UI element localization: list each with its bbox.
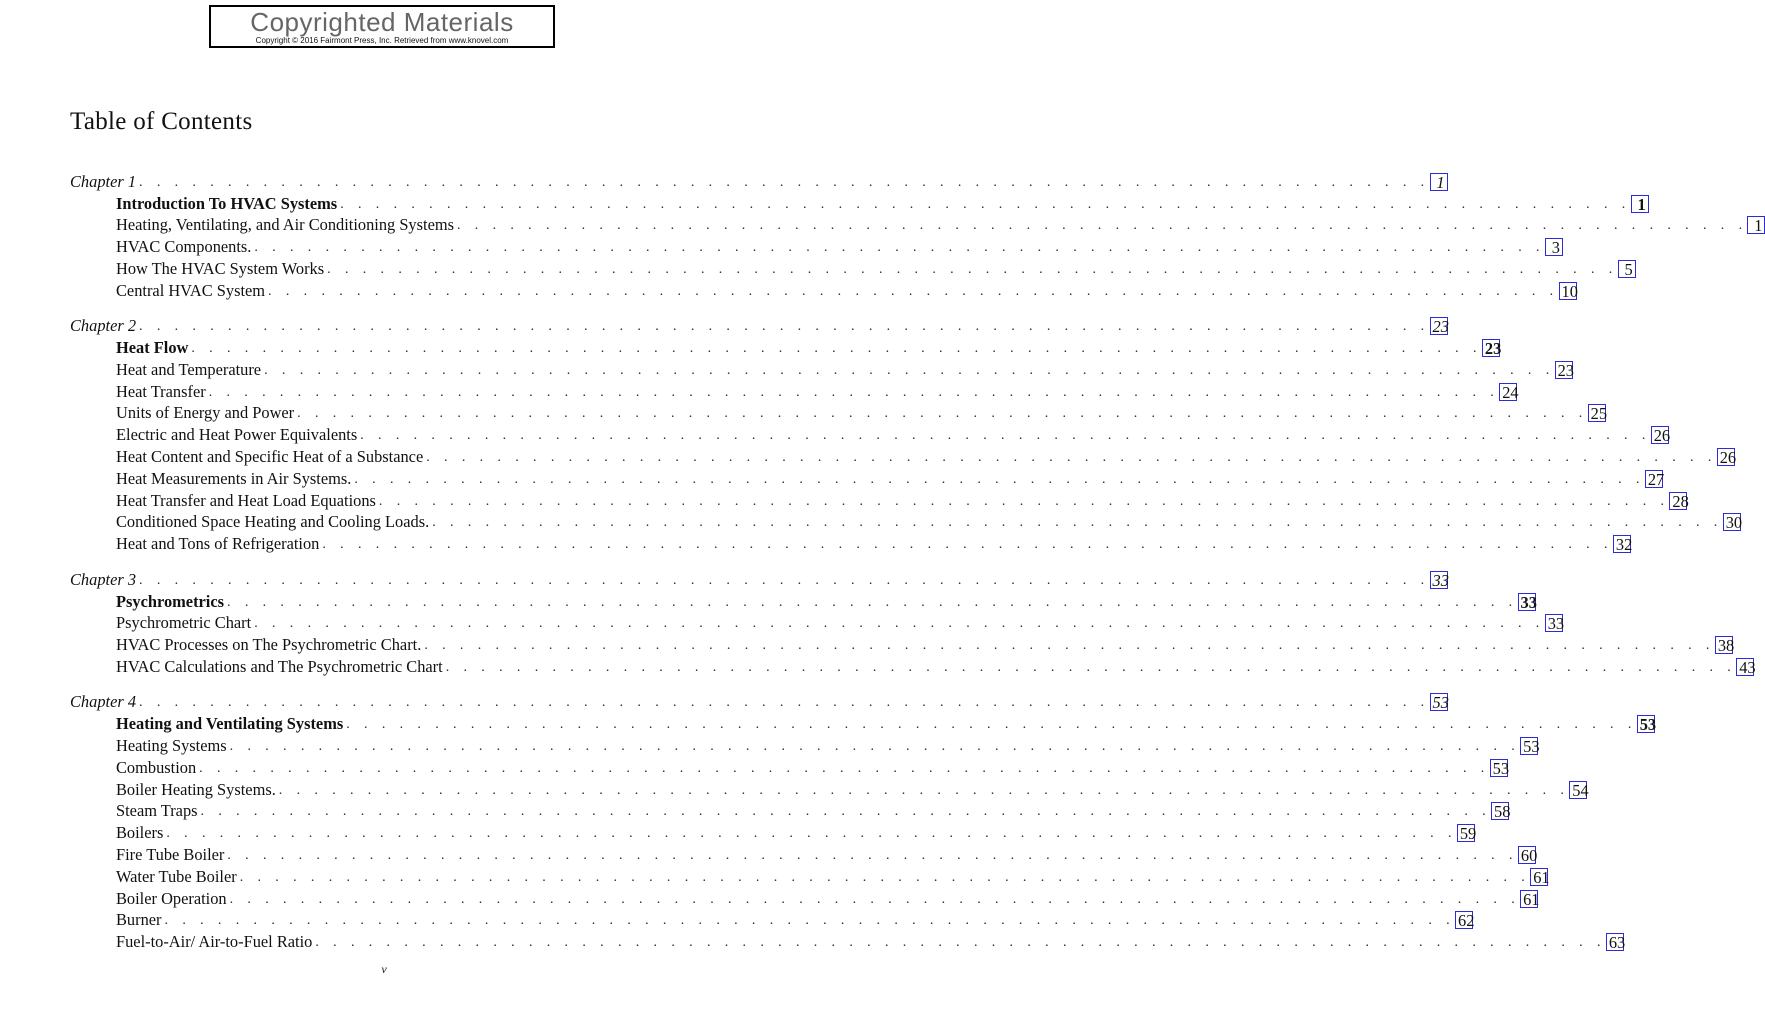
copyright-banner [209,5,555,48]
dot-leader: . . . . . . . . . . . . . . . . . . . . . . . . . . . . . . . . . . . . . . . . . . . . . . . . . . . . . . . . . . . . . . . . . . . . . . . . . [229,891,1521,907]
toc-item[interactable] [70,909,1475,931]
dot-leader: . . . . . . . . . . . . . . . . . . . . . . . . . . . . . . . . . . . . . . . . . . . . . . . . . . . . . . . . . . . . . . . . . . . . . . . . . [354,471,1645,487]
chapter-block [70,568,1756,677]
dot-leader: . . . . . . . . . . . . . . . . . . . . . . . . . . . . . . . . . . . . . . . . . . . . . . . . . . . . . . . . . . . . . . . . . . . . . . . . . [229,738,1521,754]
toc-item-page-link[interactable]: 61 [1520,890,1538,908]
chapter-entry-label: Chapter 3 [70,569,137,589]
toc-item-label: Heat Measurements in Air Systems. [116,468,352,488]
toc-item-page-link[interactable]: 53 [1490,759,1508,777]
toc-item[interactable] [70,800,1511,822]
toc-item[interactable] [70,511,1743,533]
dot-leader: . . . . . . . . . . . . . . . . . . . . . . . . . . . . . . . . . . . . . . . . . . . . . . . . . . . . . . . . . . . . . . . . . . . . . . . . . [139,572,1430,588]
dot-leader: . . . . . . . . . . . . . . . . . . . . . . . . . . . . . . . . . . . . . . . . . . . . . . . . . . . . . . . . . . . . . . . . . . . . . . . . . [426,450,1717,466]
toc-item-label: Heat Transfer and Heat Load Equations [116,490,376,510]
toc-item[interactable] [70,633,1735,656]
toc-item-label: Heat and Temperature [116,359,262,379]
section-entry-label: Introduction To HVAC Systems [116,193,338,213]
chapter-block [70,170,1763,301]
dot-leader: . . . . . . . . . . . . . . . . . . . . . . . . . . . . . . . . . . . . . . . . . . . . . . . . . . . . . . . . . . . . . . . . . . . . . . . . . [278,782,1570,798]
toc-item-label: Units of Energy and Power [116,403,295,423]
toc-item[interactable] [70,380,1519,402]
dot-leader: . . . . . . . . . . . . . . . . . . . . . . . . . . . . . . . . . . . . . . . . . . . . . . . . . . . . . . . . . . . . . . . . . . . . . . . . . [378,493,1670,509]
toc-item-label: Psychrometric Chart [116,613,252,633]
toc-item-label: Fuel-to-Air/ Air-to-Fuel Ratio [116,932,313,952]
dot-leader: . . . . . . . . . . . . . . . . . . . . . . . . . . . . . . . . . . . . . . . . . . . . . . . . . . . . . . . . . . . . . . . . . . . . . . . . . [346,717,1637,733]
toc-item-page-link[interactable]: 26 [1651,426,1669,444]
toc-item-page-link[interactable]: 58 [1491,802,1509,820]
toc-item-label: Heat and Tons of Refrigeration [116,534,320,554]
dot-leader: . . . . . . . . . . . . . . . . . . . . . . . . . . . . . . . . . . . . . . . . . . . . . . . . . . . . . . . . . . . . . . . . . . . . . . . . . [327,261,1618,277]
dot-leader: . . . . . . . . . . . . . . . . . . . . . . . . . . . . . . . . . . . . . . . . . . . . . . . . . . . . . . . . . . . . . . . . . . . . . . . . . [199,760,1490,776]
toc-item-label: Central HVAC System [116,280,266,300]
toc-item-page-link[interactable]: 24 [1499,383,1517,401]
dot-leader: . . . . . . . . . . . . . . . . . . . . . . . . . . . . . . . . . . . . . . . . . . . . . . . . . . . . . . . . . . . . . . . . . . . . . . . . . [297,406,1588,422]
section-entry-label: Psychrometrics [116,591,225,611]
toc-item[interactable] [70,756,1510,778]
toc-item[interactable] [70,887,1540,909]
chapter-entry-page-link[interactable]: 53 [1430,693,1448,711]
toc-item-page-link[interactable]: 63 [1606,933,1624,951]
toc-item[interactable] [70,778,1589,800]
section-entry-label: Heating and Ventilating Systems [116,714,344,734]
toc-item-label: Electric and Heat Power Equivalents [116,425,358,445]
toc-item-page-link[interactable]: 53 [1520,737,1538,755]
chapter-entry[interactable] [70,568,1449,590]
toc-item[interactable] [70,734,1540,756]
toc-item[interactable] [70,279,1578,301]
toc-item[interactable] [70,865,1550,887]
toc-item-page-link[interactable]: 25 [1588,404,1606,422]
toc-item-page-link[interactable]: 30 [1723,513,1741,531]
dot-leader: . . . . . . . . . . . . . . . . . . . . . . . . . . . . . . . . . . . . . . . . . . . . . . . . . . . . . . . . . . . . . . . . . . . . . . . . . [268,283,1559,299]
dot-leader: . . . . . . . . . . . . . . . . . . . . . . . . . . . . . . . . . . . . . . . . . . . . . . . . . . . . . . . . . . . . . . . . . . . . . . . . . [254,616,1545,632]
section-entry-page-link[interactable]: 33 [1518,593,1536,611]
dot-leader: . . . . . . . . . . . . . . . . . . . . . . . . . . . . . . . . . . . . . . . . . . . . . . . . . . . . . . . . . . . . . . . . . . . . . . . . . [254,240,1545,256]
chapter-entry-label: Chapter 4 [70,692,137,712]
toc-item[interactable] [70,843,1538,865]
dot-leader: . . . . . . . . . . . . . . . . . . . . . . . . . . . . . . . . . . . . . . . . . . . . . . . . . . . . . . . . . . . . . . . . . . . . . . . . . [340,196,1631,212]
banner-subtitle: Copyright © 2016 Fairmont Press, Inc. Retrieved from www.knovel.com [255,36,509,45]
dot-leader: . . . . . . . . . . . . . . . . . . . . . . . . . . . . . . . . . . . . . . . . . . . . . . . . . . . . . . . . . . . . . . . . . . . . . . . . . [227,847,1518,863]
toc-item[interactable] [70,423,1671,446]
toc-item[interactable] [70,402,1608,424]
toc-item[interactable] [70,821,1477,844]
toc-item-label: Boiler Operation [116,888,227,908]
toc-item[interactable] [70,214,1763,236]
page-number-footer: v [381,962,387,976]
toc-item[interactable] [70,235,1560,258]
chapter-entry-label: Chapter 1 [70,171,137,191]
toc-item-label: Water Tube Boiler [116,866,237,886]
toc-item-label: How The HVAC System Works [116,258,325,278]
section-entry[interactable] [70,336,1502,359]
dot-leader: . . . . . . . . . . . . . . . . . . . . . . . . . . . . . . . . . . . . . . . . . . . . . . . . . . . . . . . . . . . . . . . . . . . . . . . . . [208,384,1500,400]
toc-item[interactable] [70,532,1633,555]
dot-leader: . . . . . . . . . . . . . . . . . . . . . . . . . . . . . . . . . . . . . . . . . . . . . . . . . . . . . . . . . . . . . . . . . . . . . . . . . [424,638,1715,654]
toc-item-page-link[interactable]: 59 [1457,824,1475,842]
dot-leader: . . . . . . . . . . . . . . . . . . . . . . . . . . . . . . . . . . . . . . . . . . . . . . . . . . . . . . . . . . . . . . . . . . . . . . . . . [360,428,1651,444]
dot-leader: . . . . . . . . . . . . . . . . . . . . . . . . . . . . . . . . . . . . . . . . . . . . . . . . . . . . . . . . . . . . . . . . . . . . . . . . . [456,218,1748,234]
table-of-contents [70,170,1763,966]
dot-leader: . . . . . . . . . . . . . . . . . . . . . . . . . . . . . . . . . . . . . . . . . . . . . . . . . . . . . . . . . . . . . . . . . . . . . . . . . [139,174,1430,190]
toc-item-label: HVAC Components. [116,237,252,257]
chapter-entry[interactable] [70,170,1445,192]
section-entry[interactable] [70,590,1537,612]
section-entry[interactable] [70,192,1646,214]
toc-item[interactable] [70,257,1633,279]
toc-item[interactable] [70,612,1565,634]
banner-title: Copyrighted Materials [250,7,514,37]
toc-item-label: Heating Systems [116,735,227,755]
toc-item-label: Conditioned Space Heating and Cooling Loads. [116,512,430,532]
section-entry[interactable] [70,712,1657,735]
toc-item-page-link[interactable]: 32 [1613,535,1631,553]
dot-leader: . . . . . . . . . . . . . . . . . . . . . . . . . . . . . . . . . . . . . . . . . . . . . . . . . . . . . . . . . . . . . . . . . . . . . . . . . [432,515,1723,531]
dot-leader: . . . . . . . . . . . . . . . . . . . . . . . . . . . . . . . . . . . . . . . . . . . . . . . . . . . . . . . . . . . . . . . . . . . . . . . . . [166,826,1457,842]
chapter-entry[interactable] [70,314,1449,337]
toc-item-page-link[interactable]: 28 [1669,492,1687,510]
toc-item-page-link[interactable]: 62 [1455,911,1473,929]
toc-item-label: Burner [116,910,162,930]
toc-item-label: Heat Transfer [116,381,206,401]
toc-item[interactable] [70,445,1737,468]
dot-leader: . . . . . . . . . . . . . . . . . . . . . . . . . . . . . . . . . . . . . . . . . . . . . . . . . . . . . . . . . . . . . . . . . . . . . . . . . [164,913,1456,929]
toc-item[interactable] [70,489,1689,511]
toc-item-label: Combustion [116,757,197,777]
chapter-entry-page-link[interactable]: 1 [1430,173,1448,191]
toc-item-page-link[interactable]: 43 [1736,658,1754,676]
toc-item-page-link[interactable]: 5 [1618,260,1636,278]
toc-item-label: HVAC Processes on The Psychrometric Chart. [116,635,422,655]
chapter-block [70,691,1657,953]
toc-item-label: Fire Tube Boiler [116,844,225,864]
toc-item-label: Boiler Heating Systems. [116,779,276,799]
section-entry-page-link[interactable]: 53 [1637,715,1655,733]
dot-leader: . . . . . . . . . . . . . . . . . . . . . . . . . . . . . . . . . . . . . . . . . . . . . . . . . . . . . . . . . . . . . . . . . . . . . . . . . [315,935,1606,951]
section-entry-page-link[interactable]: 23 [1482,339,1500,357]
toc-item[interactable] [70,467,1665,489]
toc-item-page-link[interactable]: 60 [1518,846,1536,864]
section-entry-page-link[interactable]: 1 [1631,195,1649,213]
chapter-entry-label: Chapter 2 [70,316,137,336]
dot-leader: . . . . . . . . . . . . . . . . . . . . . . . . . . . . . . . . . . . . . . . . . . . . . . . . . . . . . . . . . . . . . . . . . . . . . . . . . [139,319,1430,335]
toc-item-page-link[interactable]: 1 [1747,216,1765,234]
dot-leader: . . . . . . . . . . . . . . . . . . . . . . . . . . . . . . . . . . . . . . . . . . . . . . . . . . . . . . . . . . . . . . . . . . . . . . . . . [139,695,1430,711]
dot-leader: . . . . . . . . . . . . . . . . . . . . . . . . . . . . . . . . . . . . . . . . . . . . . . . . . . . . . . . . . . . . . . . . . . . . . . . . . [227,594,1518,610]
toc-item-page-link[interactable]: 26 [1717,448,1735,466]
toc-item-page-link[interactable]: 54 [1569,781,1587,799]
toc-item-page-link[interactable]: 23 [1555,361,1573,379]
chapter-block [70,314,1743,555]
toc-item[interactable] [70,655,1756,677]
dot-leader: . . . . . . . . . . . . . . . . . . . . . . . . . . . . . . . . . . . . . . . . . . . . . . . . . . . . . . . . . . . . . . . . . . . . . . . . . [445,659,1737,675]
dot-leader: . . . . . . . . . . . . . . . . . . . . . . . . . . . . . . . . . . . . . . . . . . . . . . . . . . . . . . . . . . . . . . . . . . . . . . . . . [239,869,1531,885]
chapter-entry-page-link[interactable]: 23 [1430,317,1448,335]
page-title: Table of Contents [70,108,253,135]
toc-item-label: Heat Content and Specific Heat of a Substance [116,447,424,467]
chapter-entry-page-link[interactable]: 33 [1430,571,1448,589]
toc-item-label: Boilers [116,823,164,843]
toc-item-label: HVAC Calculations and The Psychrometric Chart [116,656,443,676]
dot-leader: . . . . . . . . . . . . . . . . . . . . . . . . . . . . . . . . . . . . . . . . . . . . . . . . . . . . . . . . . . . . . . . . . . . . . . . . . [191,341,1482,357]
dot-leader: . . . . . . . . . . . . . . . . . . . . . . . . . . . . . . . . . . . . . . . . . . . . . . . . . . . . . . . . . . . . . . . . . . . . . . . . . [264,362,1555,378]
toc-item-page-link[interactable]: 38 [1715,636,1733,654]
chapter-entry[interactable] [70,691,1449,713]
toc-item-page-link[interactable]: 27 [1645,470,1663,488]
toc-item-page-link[interactable]: 61 [1530,868,1548,886]
dot-leader: . . . . . . . . . . . . . . . . . . . . . . . . . . . . . . . . . . . . . . . . . . . . . . . . . . . . . . . . . . . . . . . . . . . . . . . . . [322,537,1613,553]
toc-item-page-link[interactable]: 3 [1545,238,1563,256]
toc-item[interactable] [70,358,1574,380]
toc-item-page-link[interactable]: 10 [1559,282,1577,300]
toc-item[interactable] [70,930,1626,953]
toc-item-page-link[interactable]: 33 [1545,614,1563,632]
dot-leader: . . . . . . . . . . . . . . . . . . . . . . . . . . . . . . . . . . . . . . . . . . . . . . . . . . . . . . . . . . . . . . . . . . . . . . . . . [200,804,1492,820]
section-entry-label: Heat Flow [116,338,189,358]
toc-item-label: Steam Traps [116,801,198,821]
toc-item-label: Heating, Ventilating, and Air Conditioning Systems [116,215,454,235]
